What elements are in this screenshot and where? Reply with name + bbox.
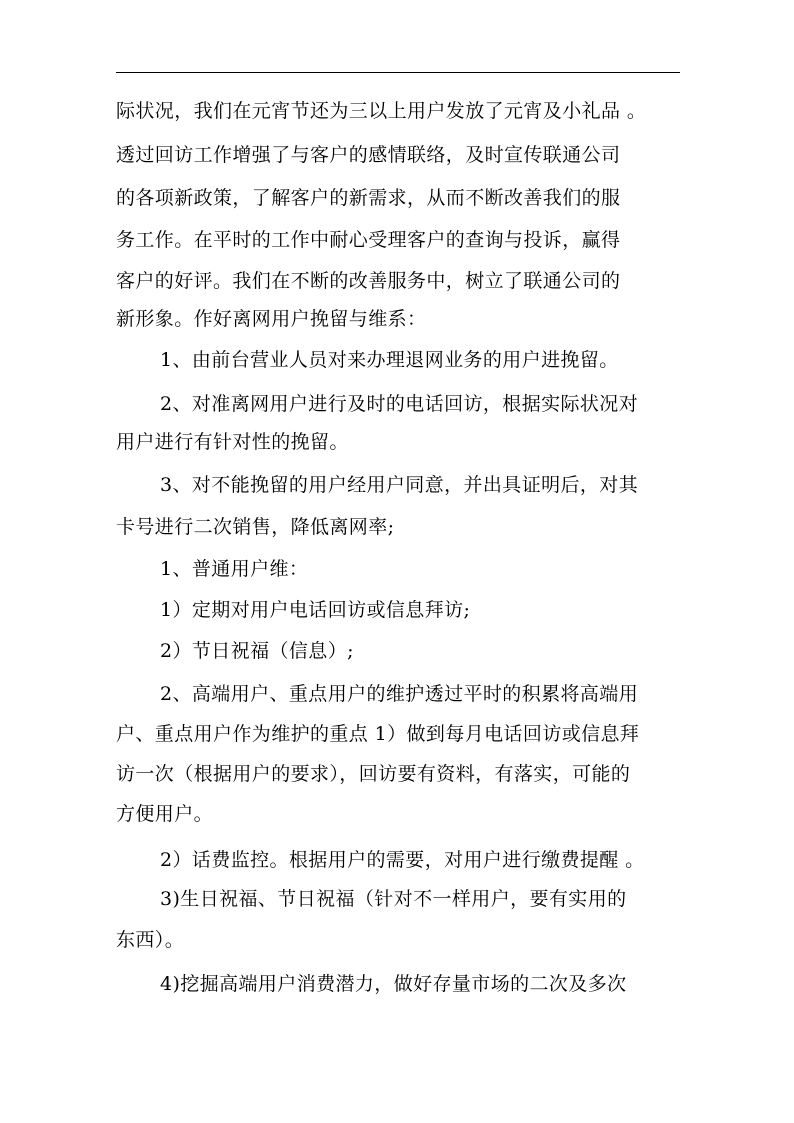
list-item: 2、高端用户、重点用户的维护透过平时的积累将高端用 [160,683,639,705]
list-item: 1）定期对用户电话回访或信息拜访; [160,599,471,621]
header-rule [116,72,680,73]
list-item: 4)挖掘高端用户消费潜力，做好存量市场的二次及多次 [160,973,627,995]
list-item: 2）话费监控。根据用户的需要，对用户进行缴费提醒 。 [160,849,645,871]
paragraph-line: 新形象。作好离网用户挽留与维系： [116,308,427,330]
paragraph-line: 户、重点用户作为维护的重点 1）做到每月电话回访或信息拜 [116,723,640,745]
list-item: 2、对准离网用户进行及时的电话回访，根据实际状况对 [160,393,639,415]
paragraph-line: 务工作。在平时的工作中耐心受理客户的查询与投诉，赢得 [116,229,621,251]
paragraph-line: 的各项新政策，了解客户的新需求，从而不断改善我们的服 [116,187,621,209]
paragraph-line: 透过回访工作增强了与客户的感情联络，及时宣传联通公司 [116,144,621,166]
list-item: 1、普通用户维： [160,558,309,580]
list-item: 3、对不能挽留的用户经用户同意，并出具证明后，对其 [160,474,639,496]
list-item: 3)生日祝福、节日祝福（针对不一样用户，要有实用的 [160,888,627,910]
paragraph-line: 卡号进行二次销售，降低离网率; [116,516,395,538]
paragraph-line: 际状况，我们在元宵节还为三以上用户发放了元宵及小礼品 。 [116,100,647,122]
paragraph-line: 东西）。 [116,929,185,951]
paragraph-line: 客户的好评。我们在不断的改善服务中，树立了联通公司的 [116,270,621,292]
list-item: 1、由前台营业人员对来办理退网业务的用户进挽留。 [160,349,619,371]
paragraph-line: 方便用户。 [116,803,214,825]
paragraph-line: 用户进行有针对性的挽留。 [116,431,349,453]
paragraph-line: 访一次（根据用户的要求），回访要有资料，有落实，可能的 [116,763,631,785]
list-item: 2）节日祝福（信息）; [160,640,354,662]
